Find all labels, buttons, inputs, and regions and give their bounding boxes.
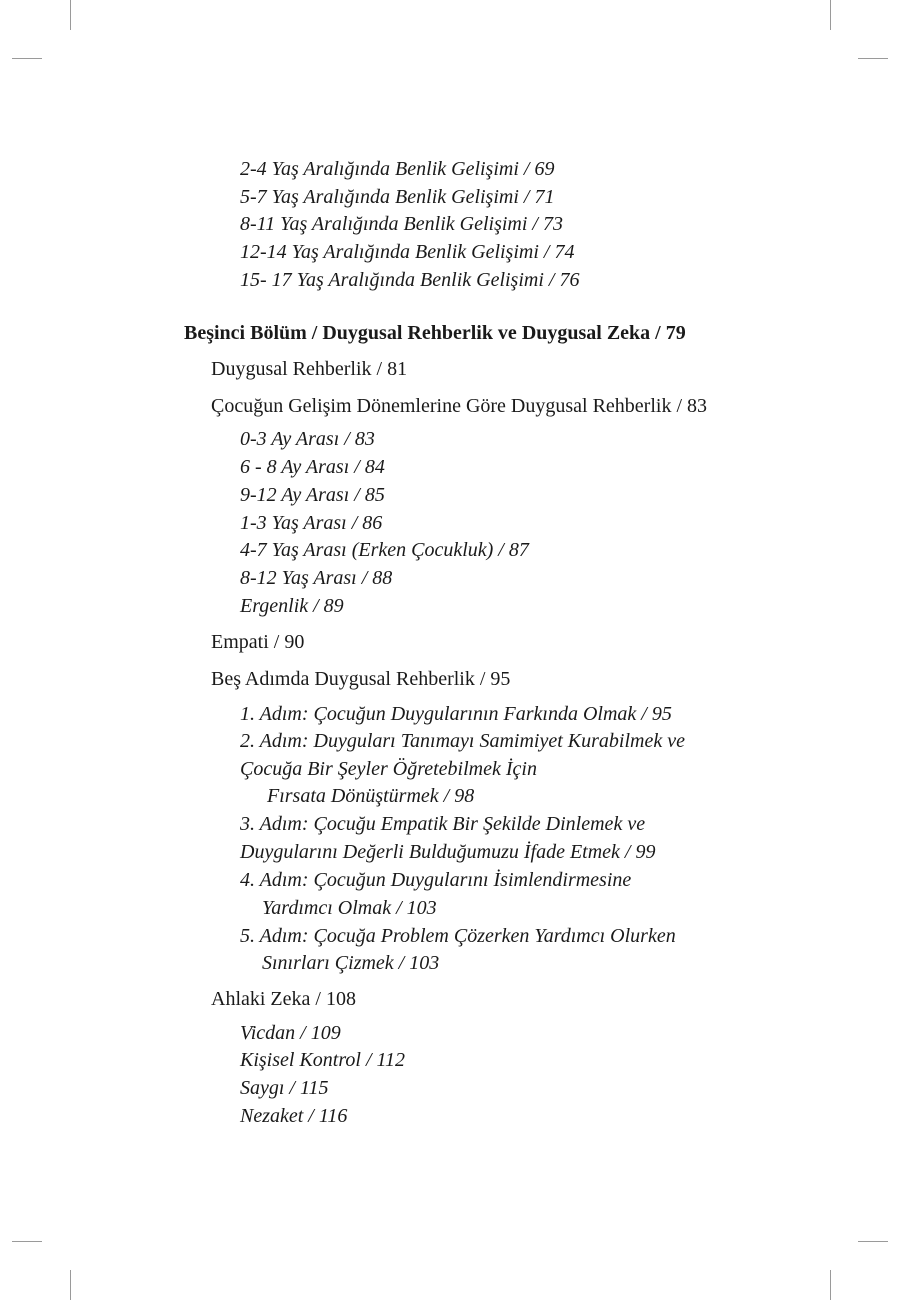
toc-subentry: Nezaket / 116 bbox=[240, 1105, 348, 1127]
crop-mark-bottom-left-horizontal bbox=[12, 1241, 42, 1242]
crop-mark-bottom-left-vertical bbox=[70, 1270, 71, 1300]
toc-subentry: 8-11 Yaş Aralığında Benlik Gelişimi / 73 bbox=[240, 213, 563, 235]
toc-subentry: Ergenlik / 89 bbox=[240, 595, 344, 617]
toc-section: Ahlaki Zeka / 108 bbox=[211, 988, 356, 1010]
toc-section: Empati / 90 bbox=[211, 631, 305, 653]
toc-step: 3. Adım: Çocuğu Empatik Bir Şekilde Dinlemek ve bbox=[240, 813, 646, 835]
toc-subentry: Kişisel Kontrol / 112 bbox=[240, 1049, 406, 1071]
toc-step: 5. Adım: Çocuğa Problem Çözerken Yardımcı Olurken bbox=[240, 925, 676, 947]
toc-step: 2. Adım: Duyguları Tanımayı Samimiyet Kurabilmek ve bbox=[240, 730, 685, 752]
toc-section: Duygusal Rehberlik / 81 bbox=[211, 358, 408, 380]
toc-subentry: 9-12 Ay Arası / 85 bbox=[240, 484, 385, 506]
toc-subentry: 12-14 Yaş Aralığında Benlik Gelişimi / 74 bbox=[240, 241, 575, 263]
toc-step: Fırsata Dönüştürmek / 98 bbox=[267, 785, 475, 807]
toc-subentry: 6 - 8 Ay Arası / 84 bbox=[240, 456, 385, 478]
crop-mark-top-left-horizontal bbox=[12, 58, 42, 59]
toc-subentry: 4-7 Yaş Arası (Erken Çocukluk) / 87 bbox=[240, 539, 529, 561]
crop-mark-top-left-vertical bbox=[70, 0, 71, 30]
toc-subentry: 5-7 Yaş Aralığında Benlik Gelişimi / 71 bbox=[240, 186, 555, 208]
toc-subentry: 2-4 Yaş Aralığında Benlik Gelişimi / 69 bbox=[240, 158, 555, 180]
toc-step: Sınırları Çizmek / 103 bbox=[262, 952, 440, 974]
toc-step: 1. Adım: Çocuğun Duygularının Farkında Olmak / 95 bbox=[240, 703, 672, 725]
crop-mark-top-right-vertical bbox=[830, 0, 831, 30]
toc-subentry: 1-3 Yaş Arası / 86 bbox=[240, 512, 383, 534]
toc-section: Çocuğun Gelişim Dönemlerine Göre Duygusal Rehberlik / 83 bbox=[211, 395, 708, 417]
toc-subentry: 15- 17 Yaş Aralığında Benlik Gelişimi / 76 bbox=[240, 269, 580, 291]
crop-mark-bottom-right-vertical bbox=[830, 1270, 831, 1300]
toc-step: Çocuğa Bir Şeyler Öğretebilmek İçin bbox=[240, 758, 537, 780]
toc-step: 4. Adım: Çocuğun Duygularını İsimlendirmesine bbox=[240, 869, 632, 891]
toc-chapter-heading: Beşinci Bölüm / Duygusal Rehberlik ve Duygusal Zeka / 79 bbox=[184, 322, 686, 344]
toc-subentry: Saygı / 115 bbox=[240, 1077, 329, 1099]
toc-subentry: 0-3 Ay Arası / 83 bbox=[240, 428, 375, 450]
toc-step: Duygularını Değerli Bulduğumuzu İfade Etmek / 99 bbox=[240, 841, 656, 863]
crop-mark-top-right-horizontal bbox=[858, 58, 888, 59]
toc-step: Yardımcı Olmak / 103 bbox=[262, 897, 437, 919]
crop-mark-bottom-right-horizontal bbox=[858, 1241, 888, 1242]
toc-subentry: 8-12 Yaş Arası / 88 bbox=[240, 567, 393, 589]
toc-subentry: Vicdan / 109 bbox=[240, 1022, 341, 1044]
toc-section: Beş Adımda Duygusal Rehberlik / 95 bbox=[211, 668, 511, 690]
